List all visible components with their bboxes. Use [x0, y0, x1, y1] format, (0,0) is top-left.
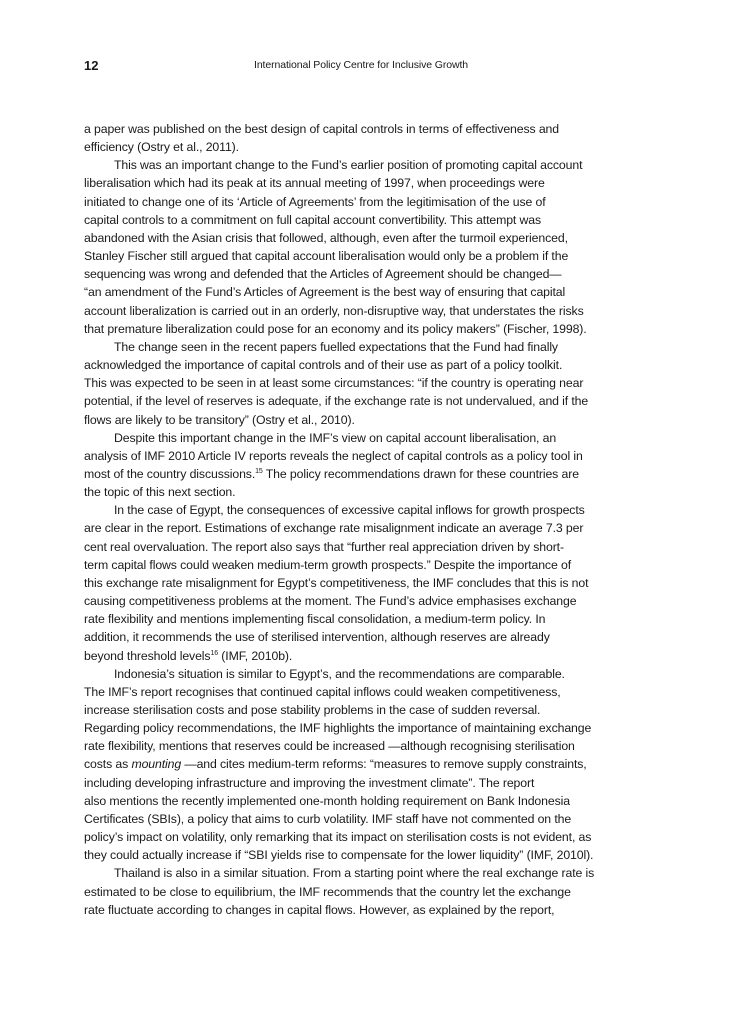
- text-line: capital controls to a commitment on full capital account convertibility. This attempt was: [84, 212, 542, 227]
- page-header: [84, 58, 644, 78]
- text-line: Certificates (SBIs), a policy that aims to curb volatility. IMF staff have not commented on the: [84, 811, 572, 826]
- text-line: In the case of Egypt, the consequences of excessive capital inflows for growth prospects: [114, 503, 585, 518]
- text-line: estimated to be close to equilibrium, the IMF recommends that the country let the exchange: [84, 884, 571, 899]
- text-line: sequencing was wrong and defended that the Articles of Agreement should be changed—: [84, 267, 562, 282]
- text-line: also mentions the recently implemented one-month holding requirement on Bank Indonesia: [84, 793, 570, 808]
- text-line: policy’s impact on volatility, only remarking that its impact on sterilisation costs is not evident, as: [84, 830, 592, 845]
- text-line: [84, 465, 644, 483]
- text-line: The IMF’s report recognises that continued capital inflows could weaken competitiveness,: [84, 684, 561, 699]
- paragraph: [84, 665, 644, 865]
- text-line: acknowledged the importance of capital controls and of their use as part of a policy toolkit.: [84, 358, 563, 373]
- footnote-ref-15: 15: [255, 467, 263, 475]
- text-line: flows are likely to be transitory” (Ostry et al., 2010).: [84, 412, 355, 427]
- text-line: they could actually increase if “SBI yields rise to compensate for the lower liquidity” (IMF, 2010l).: [84, 848, 594, 863]
- text-line: [84, 647, 644, 665]
- text-line: causing competitiveness problems at the moment. The Fund’s advice emphasises exchange: [84, 594, 577, 609]
- text-line: abandoned with the Asian crisis that followed, although, even after the turmoil experienced,: [84, 230, 568, 245]
- text-line: cent real overvaluation. The report also says that “further real appreciation driven by short-: [84, 539, 564, 554]
- text-line: [84, 755, 644, 773]
- text-line: Despite this important change in the IMF’s view on capital account liberalisation, an: [114, 430, 557, 445]
- text-segment: costs as: [84, 757, 129, 772]
- text-line: are clear in the report. Estimations of exchange rate misalignment indicate an average 7.3 per: [84, 521, 584, 536]
- text-segment: beyond threshold levels: [84, 648, 211, 663]
- paragraph: [84, 156, 644, 338]
- running-head: International Policy Centre for Inclusive Growth: [254, 59, 469, 71]
- text-line: “an amendment of the Fund’s Articles of Agreement is the best way of ensuring that capital: [84, 285, 566, 300]
- text-segment: most of the country discussions.: [84, 466, 256, 481]
- paragraph: [84, 864, 644, 918]
- page-number: 12: [84, 58, 99, 73]
- text-line: Indonesia’s situation is similar to Egypt’s, and the recommendations are comparable.: [114, 666, 565, 681]
- paragraph: [84, 429, 644, 502]
- text-line: rate fluctuate according to changes in capital flows. However, as explained by the report,: [84, 902, 555, 917]
- text-line: efficiency (Ostry et al., 2011).: [84, 140, 239, 155]
- text-line: Thailand is also in a similar situation. From a starting point where the real exchange rate is: [114, 866, 595, 881]
- emphasis-mounting: mounting: [131, 757, 182, 772]
- body-text: [84, 120, 644, 919]
- paragraph: [84, 338, 644, 429]
- text-line: potential, if the level of reserves is adequate, if the exchange rate is not undervalued, and if the: [84, 394, 589, 409]
- text-segment: —and cites medium-term reforms: “measures to remove supply constraints,: [184, 757, 587, 772]
- text-line: the topic of this next section.: [84, 485, 236, 500]
- text-line: addition, it recommends the use of sterilised intervention, although reserves are already: [84, 630, 550, 645]
- text-segment: The policy recommendations drawn for these countries are: [265, 466, 579, 481]
- text-line: initiated to change one of its ‘Article of Agreements’ from the legitimisation of the use of: [84, 194, 546, 209]
- text-line: analysis of IMF 2010 Article IV reports reveals the neglect of capital controls as a policy tool in: [84, 448, 583, 463]
- text-line: Stanley Fischer still argued that capital account liberalisation would only be a problem if the: [84, 249, 569, 264]
- text-line: This was an important change to the Fund’s earlier position of promoting capital account: [114, 158, 583, 173]
- text-line: including developing infrastructure and improving the investment climate”. The report: [84, 775, 535, 790]
- footnote-ref-16: 16: [210, 649, 218, 657]
- text-line: that premature liberalization could pose for an economy and its policy makers” (Fischer, 1998).: [84, 321, 587, 336]
- text-line: this exchange rate misalignment for Egypt’s competitiveness, the IMF concludes that this is not: [84, 575, 589, 590]
- text-line: rate flexibility and mentions implementing fiscal consolidation, a medium-term policy. In: [84, 612, 546, 627]
- text-line: term capital flows could weaken medium-term growth prospects.” Despite the importance of: [84, 557, 571, 572]
- text-segment: (IMF, 2010b).: [221, 648, 293, 663]
- text-line: Regarding policy recommendations, the IMF highlights the importance of maintaining exchange: [84, 721, 592, 736]
- text-line: a paper was published on the best design of capital controls in terms of effectiveness and: [84, 122, 559, 136]
- paragraph: [84, 501, 644, 664]
- text-line: This was expected to be seen in at least some circumstances: “if the country is operating near: [84, 376, 584, 391]
- text-line: increase sterilisation costs and pose stability problems in the case of sudden reversal.: [84, 703, 541, 717]
- text-line: The change seen in the recent papers fuelled expectations that the Fund had finally: [114, 339, 558, 354]
- paragraph: [84, 120, 644, 156]
- text-line: rate flexibility, mentions that reserves could be increased —although recognising sterilisation: [84, 739, 575, 754]
- text-line: account liberalization is carried out in an orderly, non-disruptive way, that understates the risks: [84, 303, 584, 318]
- text-line: liberalisation which had its peak at its annual meeting of 1997, when proceedings were: [84, 176, 545, 191]
